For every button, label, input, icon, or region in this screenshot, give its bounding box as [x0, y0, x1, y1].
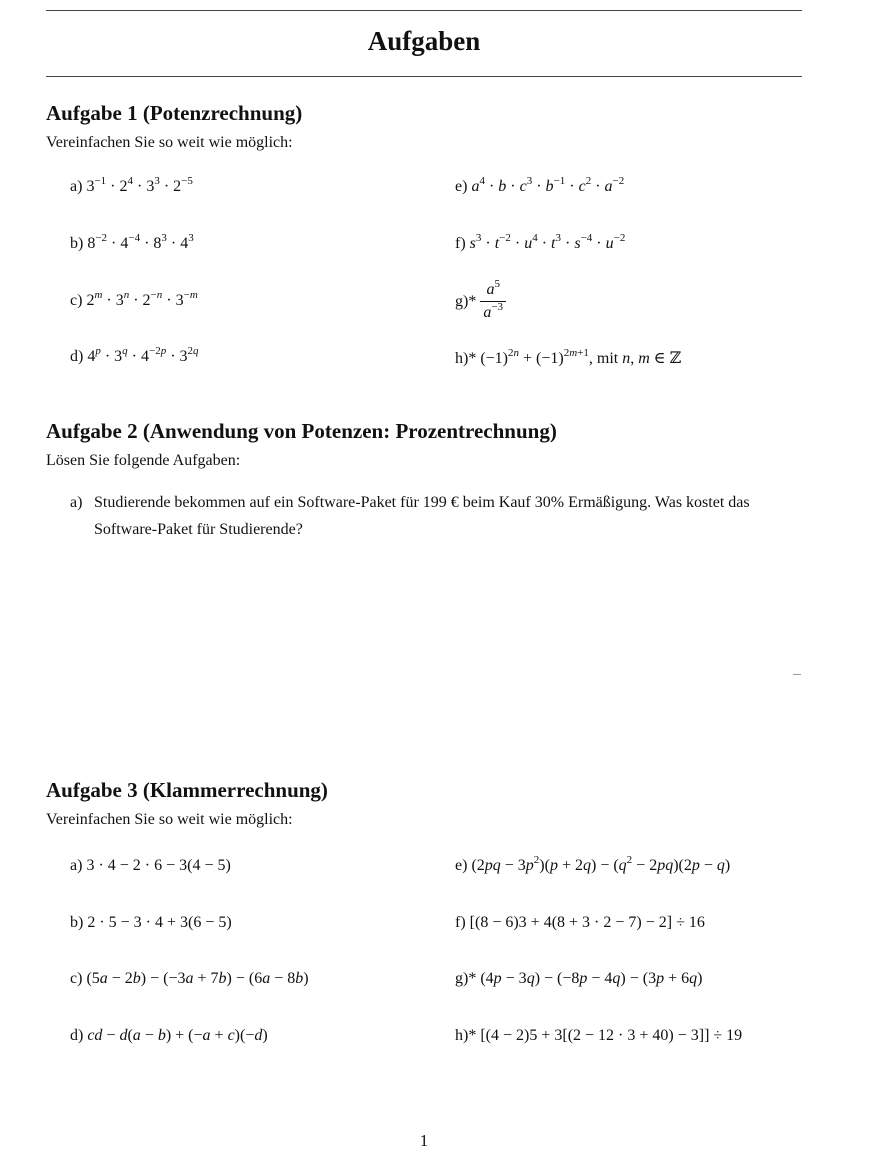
- exercise-3b: b) 2 · 5 − 3 · 4 + 3(6 − 5): [70, 914, 232, 931]
- item-suffix: , mit: [588, 350, 619, 367]
- item-label: a): [70, 494, 83, 511]
- item-label: h)*: [455, 1027, 477, 1044]
- exercise-1h: h)* $(-1)^{2n} + (-1)^{2m+1}$, mit n, m ∈ ℤ: [455, 347, 682, 367]
- exercise-3f: f) [(8 − 6)3 + 4(8 + 3 · 2 − 7) − 2] ÷ 16: [455, 914, 705, 931]
- exercise-3a: a) 3 · 4 − 2 · 6 − 3(4 − 5): [70, 857, 231, 874]
- item-label: c): [70, 970, 83, 987]
- section-3-heading: Aufgabe 3 (Klammerrechnung): [46, 778, 328, 802]
- exercise-1e: e) $a^4 \cdot b \cdot c^3 \cdot b^{-1} \cdot c^2 \cdot a^{-2}$: [455, 175, 625, 195]
- item-label: e): [455, 178, 468, 195]
- exercise-3g: g)* (4p − 3q) − (−8p − 4q) − (3p + 6q): [455, 970, 703, 987]
- item-label: d): [70, 1027, 84, 1044]
- exercise-3h: h)* [(4 − 2)5 + 3[(2 − 12 · 3 + 40) − 3]] ÷ 19: [455, 1027, 743, 1044]
- item-label: d): [70, 348, 84, 365]
- item-label: h)*: [455, 350, 477, 367]
- section-1-instruction: Vereinfachen Sie so weit wie möglich:: [46, 134, 293, 151]
- title-rule: [46, 76, 802, 77]
- exercise-3d: d) cd − d(a − b) + (−a + c)(−d): [70, 1027, 268, 1044]
- scan-speck: [793, 674, 801, 675]
- section-2-heading: Aufgabe 2 (Anwendung von Potenzen: Prozentrechnung): [46, 419, 557, 443]
- item-label: g)*: [455, 970, 477, 987]
- exercise-3e: e) $(2pq - 3p^2)(p + 2q) - (q^2 - 2pq)(2p - q)$: [455, 854, 731, 874]
- item-label: f): [455, 235, 466, 252]
- fraction: $\frac{a^5}{a^{-3}}$: [480, 281, 506, 322]
- item-text: Studierende bekommen auf ein Software-Paket für 199 € beim Kauf 30% Ermäßigung. Was kostet das Software-Paket für Studierende?: [94, 494, 750, 538]
- item-label: b): [70, 914, 84, 931]
- exercise-1b: b) $8^{-2} \cdot 4^{-4} \cdot 8^3 \cdot 4^3$: [70, 232, 194, 252]
- section-3-instruction: Vereinfachen Sie so weit wie möglich:: [46, 811, 293, 828]
- section-1-heading: Aufgabe 1 (Potenzrechnung): [46, 101, 303, 125]
- exercise-1f: f) $s^3 \cdot t^{-2} \cdot u^4 \cdot t^3 \cdot s^{-4} \cdot u^{-2}$: [455, 232, 626, 252]
- section-2-instruction: Lösen Sie folgende Aufgaben:: [46, 452, 241, 469]
- page-number: 1: [419, 1131, 429, 1150]
- item-label: c): [70, 292, 83, 309]
- page-title: Aufgaben: [367, 26, 481, 56]
- item-label: f): [455, 914, 466, 931]
- exercise-1a: a) $3^{-1} \cdot 2^4 \cdot 3^3 \cdot 2^{-5}$: [70, 175, 193, 195]
- exercise-3c: c) (5a − 2b) − (−3a + 7b) − (6a − 8b): [70, 970, 309, 987]
- item-label: e): [455, 857, 468, 874]
- exercise-1d: d) $4^p \cdot 3^q \cdot 4^{-2p} \cdot 3^{2q}$: [70, 345, 199, 365]
- item-label: g)*: [455, 292, 477, 310]
- item-label: b): [70, 235, 84, 252]
- item-label: a): [70, 178, 83, 195]
- exercise-1c: c) $2^m \cdot 3^n \cdot 2^{-n} \cdot 3^{-m}$: [70, 289, 198, 309]
- item-label: a): [70, 857, 83, 874]
- top-rule: [46, 10, 802, 11]
- exercise-1g: [455, 278, 506, 322]
- exercise-2a: [70, 489, 810, 543]
